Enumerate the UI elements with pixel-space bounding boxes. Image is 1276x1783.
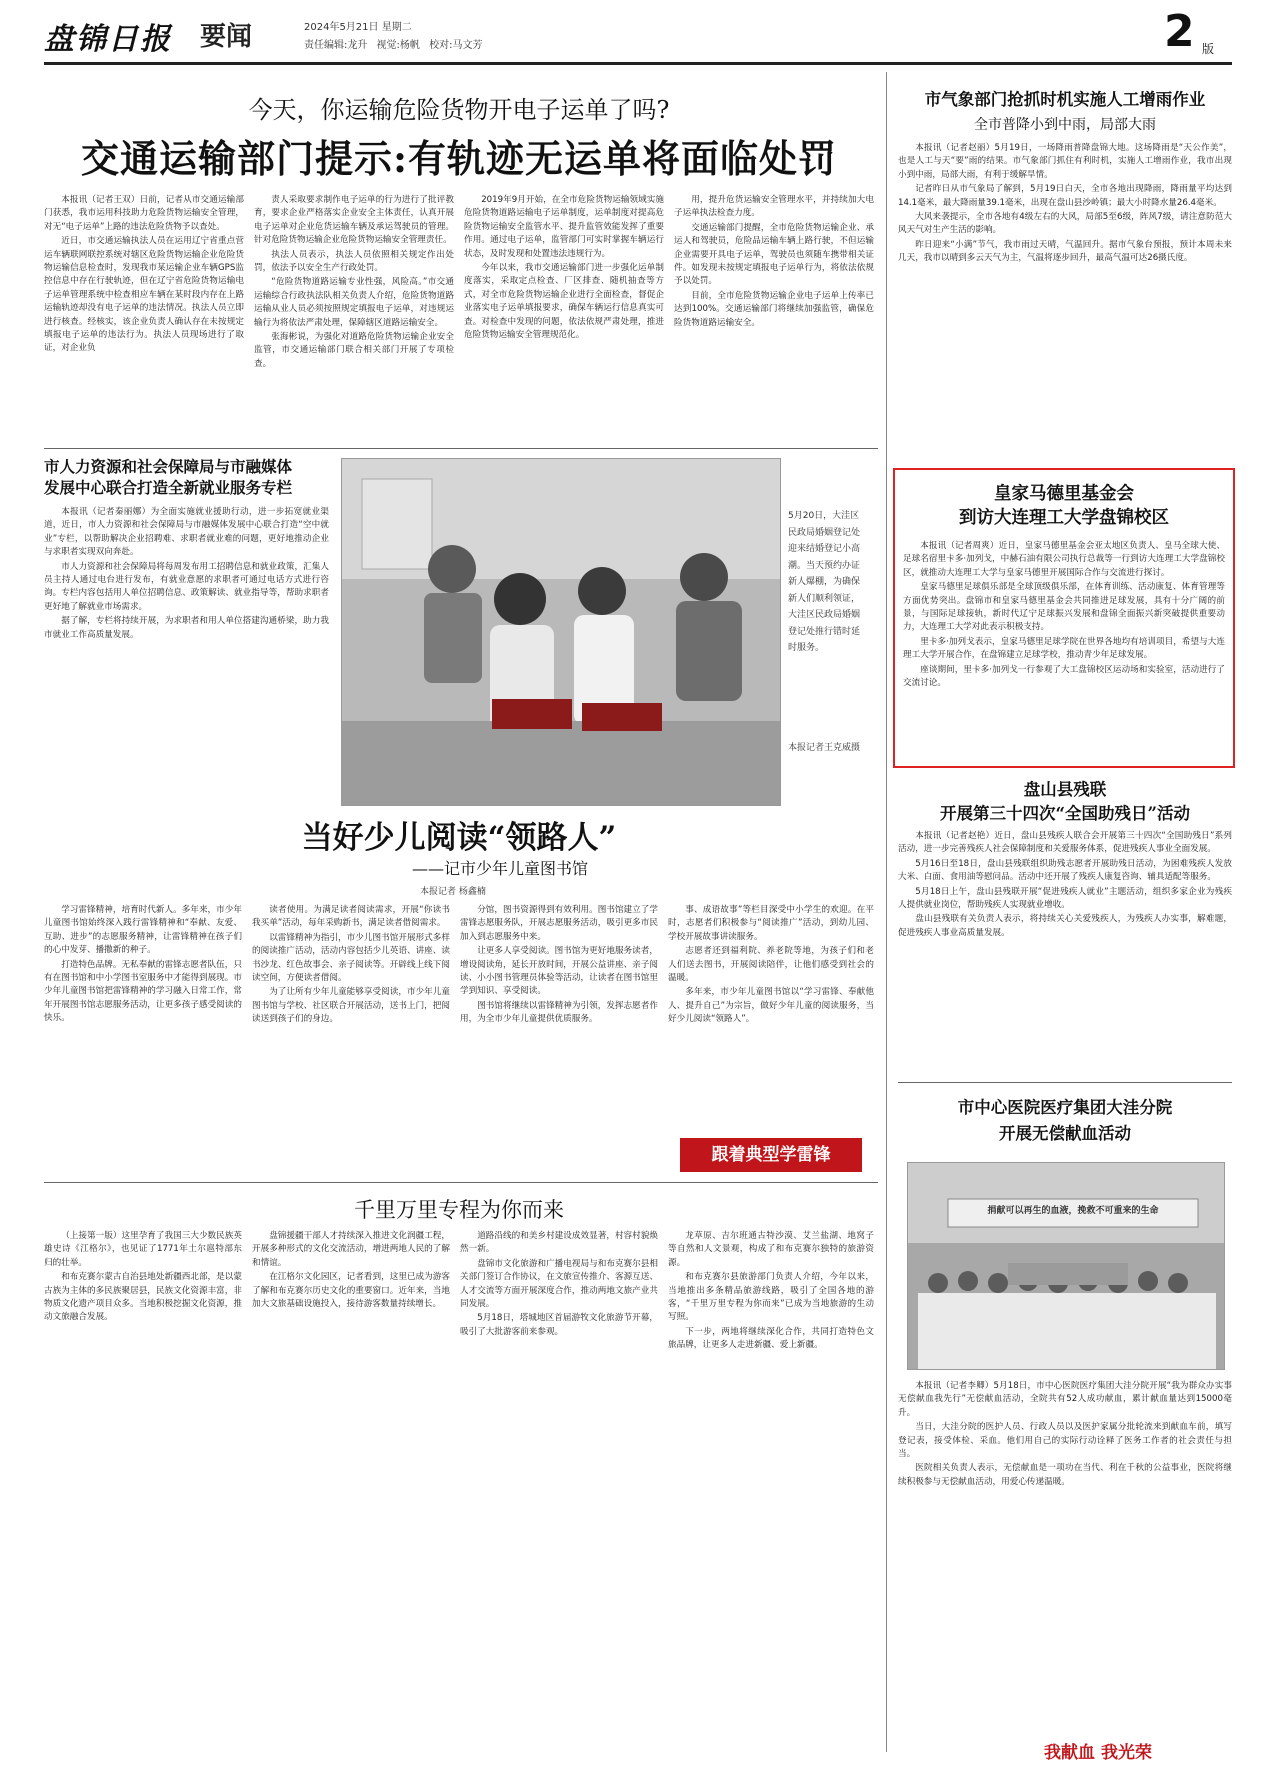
travel-col-4: 龙草原、吉尔班通古特沙漠、艾兰盐湖、地窝子等自然和人文景观，构成了和布克赛尔独特的旅游资源。 和布克赛尔县旅游部门负责人介绍，今年以来，当地推出多条精品旅游线路，吸引了全国各地的游客，“千里万里专程为你而来”已成为当地旅游的生动写照。 下一步，两地将继续深化合作，共同打造特色文旅品牌，让更多人走进新疆、爱上新疆。 [668,1231,874,1351]
masthead-rule [44,62,1232,65]
blood-donation-photo [907,1162,1225,1370]
travel-col-3: 道路沿线的和美乡村建设成效显著，村容村貌焕然一新。 盘锦市文化旅游和广播电视局与和布克赛尔县相关部门签订合作协议，在文旅宣传推介、客源互送、人才交流等方面开展深度合作，推动两地文旅产业共同发展。 5月18日，塔城地区首届游牧文化旅游节开幕，吸引了大批游客前来参观。 [460,1231,658,1337]
donate-blood-slogan: 我献血 我光荣 [1044,1743,1152,1763]
reading-bottom-rule [44,1182,878,1183]
photo-illustration [342,459,781,806]
editor-credits: 责任编辑:龙升 视觉:杨帆 校对:马文芳 [304,40,483,51]
weather-body: 本报讯（记者赵丽）5月19日，一场降雨普降盘锦大地。这场降雨是“天公作美”，也是人工与天“要”雨的结果。市气象部门抓住有利时机，实施人工增雨作业，我市出现小到中雨，局部大雨，有利于缓解旱情。 记者昨日从市气象局了解到，5月19日白天，全市各地出现降雨，降雨量平均达到14.1毫米，最大降雨量39.1毫米，出现在盘山县沙岭镇；最大小时降水量26.4毫米。 大风来袭提示，全市各地有4级左右的大风，局部5至6级，阵风7级，请注意防范大风天气对生产生活的影响。 昨日迎来“小满”节气，我市雨过天晴，气温回升。据市气象台预报，预计本周未来几天，我市以晴到多云天气为主，气温将逐步回升，最高气温可达26摄氏度。 [898,143,1232,264]
section-name: 要闻 [200,22,253,52]
royal-headline-line-1: 皇家马德里基金会 [994,484,1134,504]
disabled-body: 本报讯（记者赵艳）近日，盘山县残疾人联合会开展第三十四次“全国助残日”系列活动，进一步完善残疾人社会保障制度和关爱服务体系，促进残疾人事业全面发展。 5月16日至18日，盘山县残联组织助残志愿者开展助残日活动，为困难残疾人发放大米、白面、食用油等慰问品。活动中还开展了残疾人康复咨询、辅具适配等服务。 5月18日上午，盘山县残联开展“促进残疾人就业”主题活动，组织多家企业为残疾人提供就业岗位，帮助残疾人实现就业增收。 盘山县残联有关负责人表示，将持续关心关爱残疾人，为残疾人办实事，解难题，促进残疾人事业高质量发展。 [898,831,1232,938]
disabled-headline-line-2: 开展第三十四次“全国助残日”活动 [940,804,1190,823]
blood-donation-banner: 捐献可以再生的血液，挽救不可重来的生命 [987,1206,1159,1216]
wedding-registration-photo [341,458,781,806]
lead-col-1: 本报讯（记者王双）日前，记者从市交通运输部门获悉，我市运用科技助力危险货物运输安全管理，对无“电子运单”上路的违法危险货物予以查处。 近日，市交通运输执法人员在运用辽宁省重点营运车辆联网联控系统对辖区危险货物运输企业危险货物运输信息检查时，发现我市某运输企业车辆GPS监控信息中存在行驶轨迹，但在辽宁省危险货物运输电子运单管理系统中检查相应车辆在某时段内存在上路运输轨迹却没有电子运单的违法情况。执法人员立即进行核查。经核实，该企业负责人确认存在未按规定填报电子运单的违法行为。执法人员现场进行了取证，对企业负 [44,195,244,354]
reading-subhead: ——记市少年儿童图书馆 [411,859,588,878]
royal-madrid-story-box [893,468,1235,768]
travel-col-1: （上接第一版）这里孕育了我国三大少数民族英雄史诗《江格尔》，也见证了1771年土尔扈特部东归的壮举。 和布克赛尔蒙古自治县地处新疆西北部，是以蒙古族为主体的多民族聚居县，民族文化资源丰富，非物质文化遗产项目众多。当地积极挖掘文化资源，推动文旅融合发展。 [44,1231,242,1323]
reading-col-4: 事、成语故事”等栏目深受中小学生的欢迎。在平时，志愿者们积极参与“阅读推广”活动，到幼儿园、学校开展故事讲读服务。 志愿者还到福利院、养老院等地，为孩子们和老人们送去图书，开展阅读陪伴，让他们感受到社会的温暖。 多年来，市少年儿童图书馆以“学习雷锋、奉献他人、提升自己”为宗旨，做好少年儿童的阅读服务，当好少儿阅读“领路人”。 [668,905,874,1025]
lead-bottom-rule [44,448,878,449]
lead-col-3: 2019年9月开始，在全市危险货物运输领域实施危险货物道路运输电子运单制度，运单制度对提高危险货物运输安全监管水平、提升监管效能发挥了重要作用。通过电子运单，监管部门可实时掌握车辆运行状态，及时发现和处置违法违规行为。 今年以来，我市交通运输部门进一步强化运单制度落实，采取定点检查、厂区排查、随机抽查等方式，对全市危险货物运输企业进行全面检查，督促企业落实电子运单填报要求，确保车辆运行信息真实可查。对检查中发现的问题，依法依规严肃处理，推进危险货物运输安全管理规范化。 [464,195,664,341]
reading-byline: 本报记者 杨鑫楠 [420,887,486,897]
royal-body: 本报讯（记者周爽）近日，皇家马德里基金会亚太地区负责人、皇马全球大使、足球名宿里卡多·加列戈，中赫石油有限公司执行总裁等一行到访大连理工大学盘锦校区，就推动大连理工大学与皇家马德里开展国际合作与交流进行探讨。 皇家马德里足球俱乐部是全球顶级俱乐部，在体育训练、活动康复、体育管理等方面优势突出。盘锦市和皇家马德里基金会共同推进足球发展，具有十分广阔的前景，与国际足球接轨，新时代辽宁足球振兴发展和盘锦全面振兴新突破提供重要动力，大连理工大学对此表示积极支持。 里卡多·加列戈表示，皇家马德里足球学院在世界各地均有培训项目，希望与大连理工大学开展合作，在盘锦建立足球学校，推动青少年足球发展。 座谈期间，里卡多·加列戈一行参观了大工盘锦校区运动场和实验室，活动进行了交流讨论。 [903,541,1225,689]
lead-col-4: 用，提升危货运输安全管理水平，并持续加大电子运单执法检查力度。 交通运输部门提醒，全市危险货物运输企业、承运人和驾驶员，危险品运输车辆上路行驶，不但运输企业需要开具电子运单，驾驶员也须随车携带相关证件。如发现未按规定填报电子运单行为，将依法依规予以处罚。 目前，全市危险货物运输企业电子运单上传率已达到100%。交通运输部门将继续加强监管，确保危险货物道路运输安全。 [674,195,874,328]
lead-col-2: 责人采取要求制作电子运单的行为进行了批评教育，要求企业严格落实企业安全主体责任，认真开展电子运单对企业危货运输车辆及承运驾驶员的管理。针对危险货物运输企业危险货物运输安全管理责任。 执法人员表示，执法人员依照相关规定作出处罚，依法予以安全生产行政处罚。 “危险货物道路运输专业性强，风险高。”市交通运输综合行政执法队相关负责人介绍，危险货物道路运输从业人员必须按照规定填报电子运单，对违规运输行为将依法严肃处理，保障辖区道路运输安全。 张海彬说，为强化对道路危险货物运输企业安全监管，市交通运输部门联合相关部门开展了专项检查。 [254,195,454,369]
column-divider [886,72,887,1752]
learn-from-leifeng-badge: 跟着典型学雷锋 [680,1138,862,1172]
hospital-body: 本报讯（记者李卿）5月18日，市中心医院医疗集团大洼分院开展“我为群众办实事 无偿献血我先行”无偿献血活动，全院共有52人成功献血，累计献血量达到15000毫升。 当日，大洼分院的医护人员、行政人员以及医护家属分批轮流来到献血车前，填写登记表，接受体检、采血。他们用自己的实际行动诠释了医务工作者的社会责任与担当。 医院相关负责人表示，无偿献血是一项功在当代、利在千秋的公益事业，医院将继续积极参与无偿献血活动，用爱心传递温暖。 [898,1381,1232,1487]
royal-headline-line-2: 到访大连理工大学盘锦校区 [959,508,1169,528]
disabled-headline-line-1: 盘山县残联 [1023,780,1107,799]
labor-body: 本报讯（记者秦丽娜）为全面实施就业援助行动，进一步拓宽就业渠道，近日，市人力资源和社会保障局与市融媒体发展中心联合打造“空中就业”专栏，以帮助解决企业招聘难、求职者就业难的问题，更好地推动企业与求职者实现双向奔赴。 市人力资源和社会保障局将每周发布用工招聘信息和就业政策，汇集人员主持人通过电台进行发布，有就业意愿的求职者可通过电话方式进行咨询。专栏内容包括用人单位招聘信息、政策解读、就业指导等，帮助求职者更好地了解就业市场需求。 据了解，专栏将持续开展，为求职者和用人单位搭建沟通桥梁，助力我市就业工作高质量发展。 [44,507,329,640]
reading-col-2: 读者使用。为满足读者阅读需求，开展“你读书我买单”活动，每年采购新书，满足读者借阅需求。 以雷锋精神为指引，市少儿图书馆开展形式多样的阅读推广活动，活动内容包括少儿英语、讲座、读书沙龙、红色故事会、亲子阅读等。开辟线上线下阅读空间，方便读者借阅。 为了让所有少年儿童能够享受阅读，市少年儿童图书馆与学校、社区联合开展活动，送书上门，把阅读送到孩子们的身边。 [252,905,450,1025]
blood-donation-illustration [908,1163,1225,1370]
labor-headline-line-2: 发展中心联合打造全新就业服务专栏 [44,478,293,497]
reading-col-3: 分馆，图书资源得到有效利用。图书馆建立了学雷锋志愿服务队，开展志愿服务活动，吸引更多市民加入到志愿服务中来。 让更多人享受阅读。图书馆为更好地服务读者，增设阅读角，延长开放时间，开展公益讲座、亲子阅读、小小图书管理员体验等活动，让读者在图书馆里学到知识、享受阅读。 图书馆将继续以雷锋精神为引领，发挥志愿者作用，为全市少年儿童提供优质服务。 [460,905,658,1025]
travel-col-2: 盘锦援疆干部人才持续深入推进文化润疆工程，开展多种形式的文化交流活动，增进两地人民的了解和情谊。 在江格尔文化园区，记者看到，这里已成为游客了解和布克赛尔历史文化的重要窗口。近年来，当地加大文旅基础设施投入，接待游客数量持续增长。 [252,1231,450,1310]
page-number: 2 [1164,6,1195,57]
disabled-bottom-rule [898,1082,1232,1083]
issue-date: 2024年5月21日 星期二 [304,22,412,33]
lead-headline: 交通运输部门提示:有轨迹无运单将面临处罚 [80,136,838,181]
reading-headline: 当好少儿阅读“领路人” [301,820,617,856]
hospital-headline-line-1: 市中心医院医疗集团大洼分院 [957,1098,1173,1117]
weather-headline: 市气象部门抢抓时机实施人工增雨作业 [924,90,1206,109]
labor-headline [44,456,334,498]
paper-name: 盘锦日报 [44,22,172,57]
page-suffix: 版 [1202,42,1215,56]
labor-headline-line-1: 市人力资源和社会保障局与市融媒体 [44,457,293,476]
reading-col-1: 学习雷锋精神，培育时代新人。多年来，市少年儿童图书馆始终深入践行雷锋精神和“奉献、友爱、互助、进步”的志愿服务精神，让雷锋精神在孩子们的心中发芽、播撒新的种子。 打造特色品牌。无私奉献的雷锋志愿者队伍，只有在图书馆和中小学图书室服务中才能得到展现。市少年儿童图书馆把雷锋精神的学习融入日常工作，常年开展图书馆志愿服务活动，让更多孩子感受阅读的快乐。 [44,905,242,1024]
travel-headline: 千里万里专程为你而来 [354,1198,564,1222]
photo-caption: 5月20日，大洼区民政局婚姻登记处迎来结婚登记小高潮。当天预约办证新人爆棚，为确保新人们顺利领证，大洼区民政局婚姻登记处推行错时延时服务。 [788,511,861,653]
hospital-headline-line-2: 开展无偿献血活动 [999,1124,1131,1143]
masthead [44,6,1232,60]
photo-credit: 本报记者王克威摄 [788,743,861,753]
lead-kicker: 今天，你运输危险货物开电子运单了吗? [248,96,670,124]
weather-subhead: 全市普降小到中雨，局部大雨 [974,117,1156,133]
